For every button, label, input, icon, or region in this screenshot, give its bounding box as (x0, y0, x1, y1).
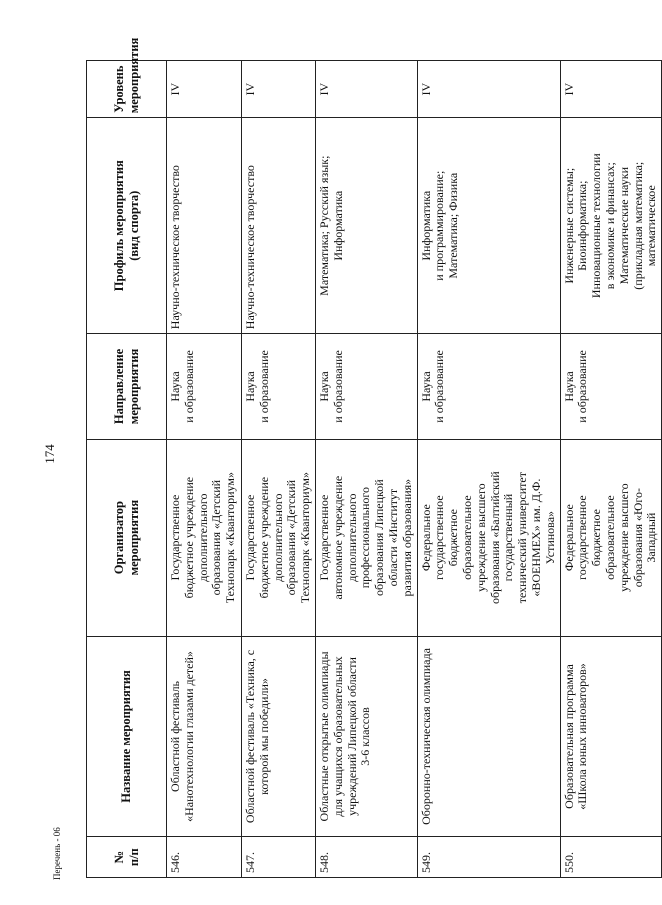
events-table (86, 37, 662, 878)
header-direction: Направление мероприятия (87, 334, 167, 439)
cell-level: IV (315, 61, 417, 118)
cell-organizer: Федеральное государственное бюджетное образовательное учреждение высшего образования «Юго- Западный (560, 439, 662, 636)
header-num: № п/п (87, 837, 167, 878)
table-row (560, 61, 662, 878)
header-name: Название мероприятия (87, 636, 167, 837)
cell-profile: Научно-техническое творчество (167, 118, 242, 334)
cell-direction: Наука и образование (242, 334, 316, 439)
cell-direction: Наука и образование (560, 334, 662, 439)
cell-name: Областной фестиваль «Нанотехнологии глазами детей» (167, 636, 242, 837)
cell-num: 547. (242, 837, 316, 878)
cell-direction: Наука и образование (417, 334, 560, 439)
cell-level: IV (560, 61, 662, 118)
cell-organizer: Федеральное государственное бюджетное образовательное учреждение высшего образования «Балтийский государственный технический университет «ВОЕНМЕХ» им. Д.Ф. Устинова» (417, 439, 560, 636)
cell-organizer: Государственное бюджетное учреждение дополнительного образования «Детский Технопарк «Кванториум» (242, 439, 316, 636)
cell-level: IV (242, 61, 316, 118)
cell-direction: Наука и образование (167, 334, 242, 439)
rotated-table-container (86, 37, 659, 878)
cell-profile: Инженерные системы; Биоинформатика; Инновационные технологии в экономике и финансах; Математические науки (прикладная математика; математическое (560, 118, 662, 334)
cell-num: 546. (167, 837, 242, 878)
cell-num: 548. (315, 837, 417, 878)
cell-num: 550. (560, 837, 662, 878)
header-profile: Профиль мероприятия (вид спорта) (87, 118, 167, 334)
cell-direction: Наука и образование (315, 334, 417, 439)
cell-name: Областной фестиваль «Техника, с которой мы победили» (242, 636, 316, 837)
table-row (242, 61, 316, 878)
cell-num: 549. (417, 837, 560, 878)
cell-level: IV (417, 61, 560, 118)
header-level: Уровень мероприятия (87, 61, 167, 118)
table-row (417, 61, 560, 878)
cell-name: Оборонно-техническая олимпиада (417, 636, 560, 837)
cell-profile: Математика; Русский язык; Информатика (315, 118, 417, 334)
page-number: 174 (41, 444, 57, 464)
table-row (315, 61, 417, 878)
footer-mark: Перечень - 06 (52, 827, 62, 880)
cell-organizer: Государственное бюджетное учреждение дополнительного образования «Детский Технопарк «Кванториум» (167, 439, 242, 636)
table-row (167, 61, 242, 878)
cell-name: Областные открытые олимпиады для учащихся образовательных учреждений Липецкой области 3-6 классов (315, 636, 417, 837)
cell-level: IV (167, 61, 242, 118)
table-header-row (87, 61, 167, 878)
cell-profile: Научно-техническое творчество (242, 118, 316, 334)
cell-organizer: Государственное автономное учреждение дополнительного профессионального образования Липецкой области «Институт развития образования» (315, 439, 417, 636)
header-organizer: Организатор мероприятия (87, 439, 167, 636)
cell-name: Образовательная программа «Школа юных инноваторов» (560, 636, 662, 837)
cell-profile: Информатика и программирование; Математика; Физика (417, 118, 560, 334)
